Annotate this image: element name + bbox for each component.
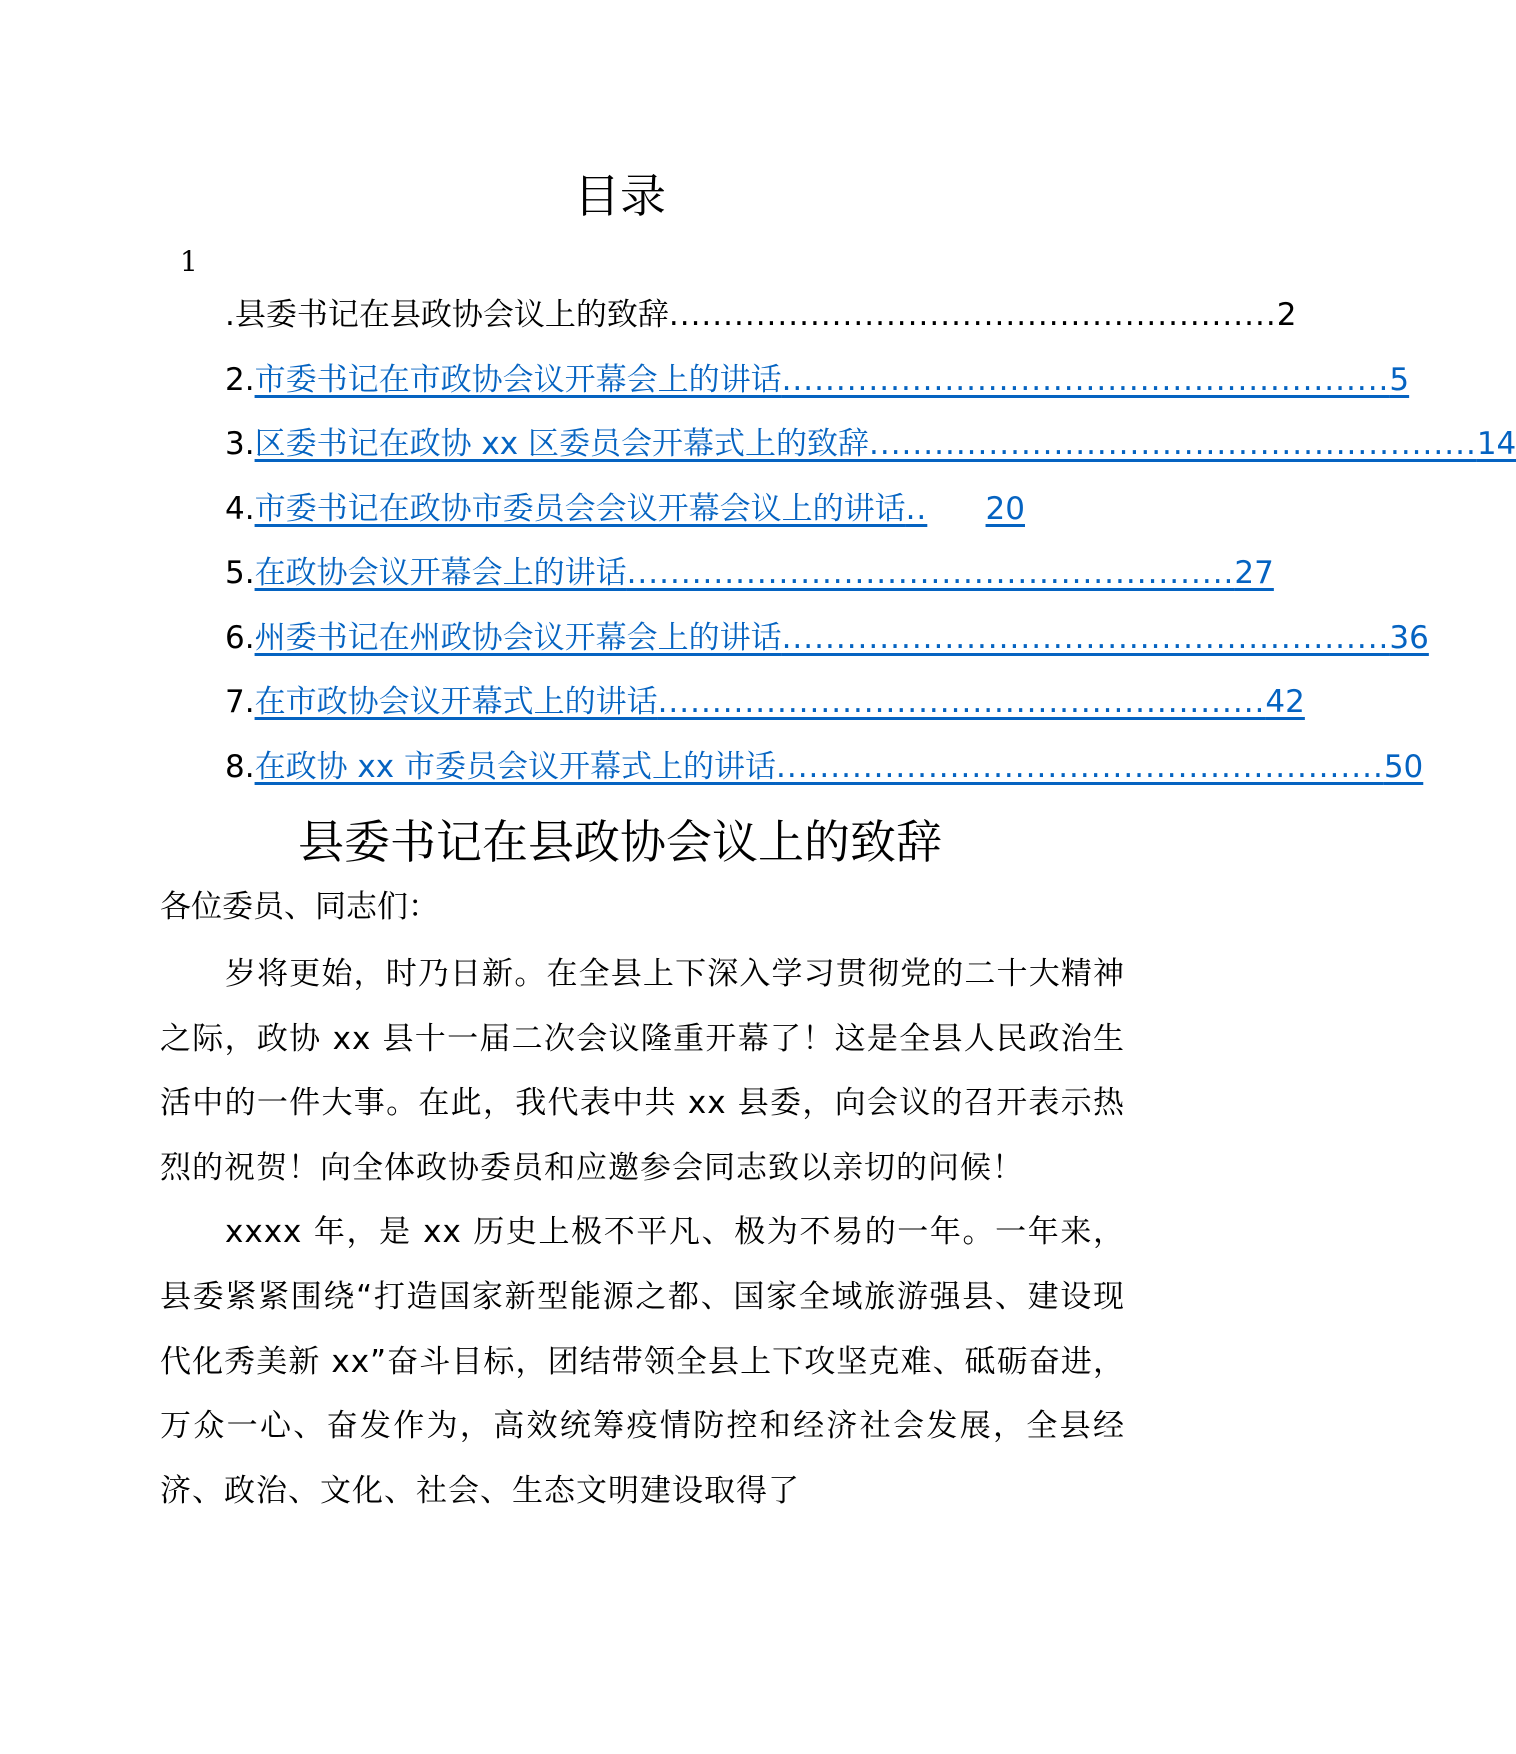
paragraph: xxxx 年，是 xx 历史上极不平凡、极为不易的一年。一年来，县委紧紧围绕“打造国家新型能源之都、国家全域旅游强县、建设现代化秀美新 xx”奋斗目标，团结带领全县上下攻坚克难、砥砺奋进，万众一心、奋发作为，高效统筹疫情防控和经济社会发展，全县经济、政治、文化、社会、生态文明建设取得了 (160, 1214, 1125, 1509)
toc-item-1[interactable] (225, 292, 1297, 357)
toc-leader-dots: ........................................................ (781, 619, 1390, 656)
salutation: 各位委员、同志们： (160, 889, 439, 925)
toc-item-7[interactable] (225, 679, 1305, 744)
toc-item-2[interactable] (225, 357, 1410, 422)
toc-item-text: 区委书记在政协 xx 区委员会开幕式上的致辞 (254, 426, 869, 462)
toc-item-page: 27 (1234, 555, 1274, 591)
toc-item-page: 5 (1389, 361, 1410, 398)
toc-leader-dots: .. (905, 490, 928, 527)
toc-item-8[interactable] (225, 744, 1424, 809)
toc-item-page: 2 (1276, 297, 1297, 333)
page-number: 1 (180, 245, 198, 278)
toc-item-number: 6. (225, 619, 255, 656)
toc-item-3[interactable] (225, 421, 1516, 486)
toc-item-text: .县委书记在县政协会议上的致辞 (225, 297, 669, 333)
document-title: 县委书记在县政协会议上的致辞 (298, 815, 942, 869)
toc-item-number: 7. (225, 684, 255, 720)
body-text (160, 942, 1125, 1523)
toc-item-text: 在政协会议开幕会上的讲话 (254, 555, 627, 591)
toc-item-text: 在市政协会议开幕式上的讲话 (254, 684, 658, 720)
toc-item-5[interactable] (225, 550, 1274, 615)
toc-link[interactable] (255, 679, 1305, 725)
toc-item-number: 2. (225, 361, 255, 398)
toc-link[interactable] (225, 292, 1296, 338)
toc-item-page: 20 (985, 490, 1025, 527)
toc-leader-dots: ........................................................ (781, 361, 1390, 398)
toc-item-text: 在政协 xx 市委员会议开幕式上的讲话 (254, 748, 776, 785)
toc-title: 目录 (574, 169, 666, 223)
toc-item-4[interactable] (225, 486, 1025, 551)
toc-item-number: 8. (225, 748, 255, 785)
toc-item-text: 州委书记在州政协会议开幕会上的讲话 (254, 619, 782, 656)
toc-leader-dots: ........................................................ (868, 426, 1477, 462)
paragraph: 岁将更始，时乃日新。在全县上下深入学习贯彻党的二十大精神之际，政协 xx 县十一届二次会议隆重开幕了！这是全县人民政治生活中的一件大事。在此，我代表中共 xx 县委，向会议的召开表示热烈的祝贺！向全体政协委员和应邀参会同志致以亲切的问候！ (160, 956, 1125, 1186)
toc-item-page: 50 (1383, 748, 1424, 785)
toc-item-page: 14 (1476, 426, 1516, 462)
table-of-contents (225, 292, 1516, 808)
toc-item-text: 市委书记在政协市委员会会议开幕会议上的讲话 (254, 490, 906, 527)
toc-item-6[interactable] (225, 615, 1429, 680)
toc-item-page: 42 (1265, 684, 1305, 720)
toc-link[interactable] (255, 744, 1424, 790)
toc-leader-dots: ........................................................ (668, 297, 1277, 333)
toc-item-number: 3. (225, 426, 255, 462)
toc-item-number: 4. (225, 490, 255, 527)
toc-item-number: 5. (225, 555, 255, 591)
toc-link[interactable] (255, 615, 1429, 661)
toc-link[interactable] (255, 550, 1274, 596)
toc-link[interactable] (255, 357, 1410, 403)
toc-item-page: 36 (1389, 619, 1429, 656)
toc-link[interactable] (255, 421, 1516, 467)
toc-leader-dots: ........................................................ (775, 748, 1384, 785)
toc-leader-dots: ........................................................ (626, 555, 1235, 591)
toc-link[interactable] (255, 486, 1025, 532)
toc-leader-dots: ........................................................ (657, 684, 1266, 720)
toc-item-text: 市委书记在市政协会议开幕会上的讲话 (254, 361, 782, 398)
